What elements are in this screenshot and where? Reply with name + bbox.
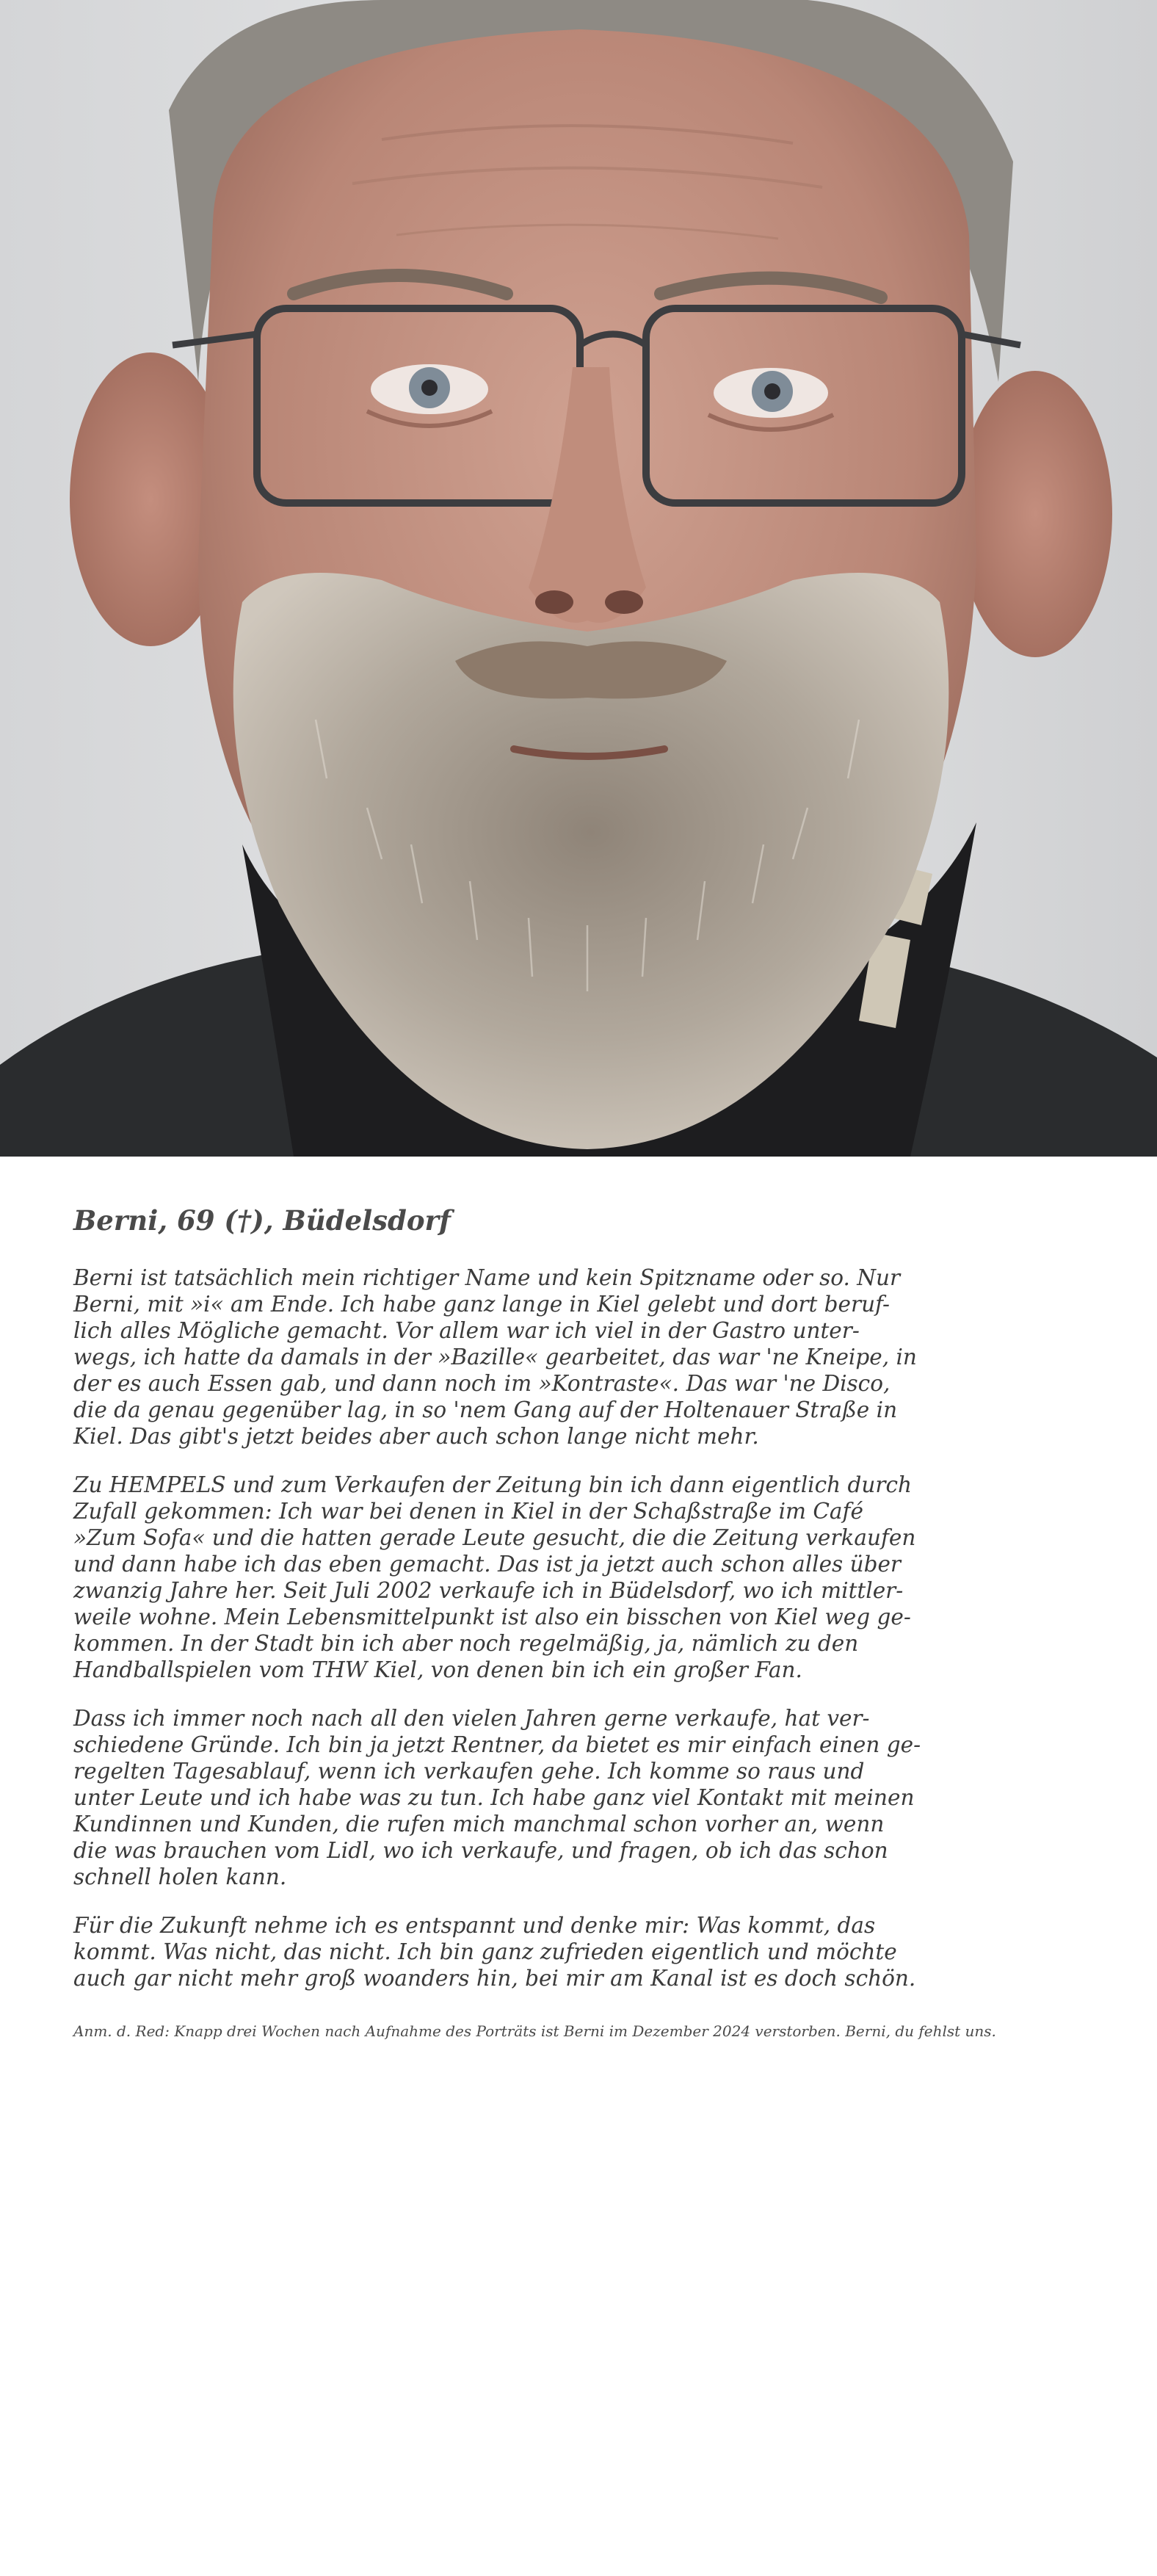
portrait-photo [0,0,1157,1157]
paragraph-4: Für die Zukunft nehme ich es entspannt und denke mir: Was kommt, das kommt. Was nicht, das nicht. Ich bin ganz zufrieden eigentlich und möchte auch gar nicht mehr groß woanders hin, bei mir am Kanal ist es doch schön. [73,1913,916,1991]
editorial-note: Anm. d. Red: Knapp drei Wochen nach Aufnahme des Porträts ist Berni im Dezember 2024 verstorben. Berni, du fehlst uns. [73,2022,996,2041]
paragraph-1: Berni ist tatsächlich mein richtiger Name und kein Spitzname oder so. Nur Berni, mit »i« am Ende. Ich habe ganz lange in Kiel gelebt und dort beruf- lich alles Mögliche gemacht. Vor allem war ich viel in der Gastro unter- wegs, ich hatte da damals in der »Bazille« gearbeitet, das war 'ne Kneipe, in der es auch Essen gab, und dann noch im »Kontraste«. Das war 'ne Disco, die da genau gegenüber lag, in so 'nem Gang auf der Holtenauer Straße in Kiel. Das gibt's jetzt beides aber auch schon lange nicht mehr. [73,1265,917,1450]
article [73,1204,1087,2040]
paragraph-3: Dass ich immer noch nach all den vielen Jahren gerne verkaufe, hat ver- schiedene Gründe. Ich bin ja jetzt Rentner, da bietet es mir einfach einen ge- regelten Tagesablauf, wenn ich verkaufen gehe. Ich komme so raus und unter Leute und ich habe was zu tun. Ich habe ganz viel Kontakt mit meinen Kundinnen und Kunden, die rufen mich manchmal schon vorher an, wenn die was brauchen vom Lidl, wo ich verkaufe, und fragen, ob ich das schon schnell holen kann. [73,1706,921,1890]
article-title: Berni, 69 (†), Büdelsdorf [73,1204,451,1237]
paragraph-2: Zu HEMPELS und zum Verkaufen der Zeitung bin ich dann eigentlich durch Zufall gekommen: Ich war bei denen in Kiel in der Schaßstraße im Café »Zum Sofa« und die hatten gerade Leute gesucht, die die Zeitung verkaufen und dann habe ich das eben gemacht. Das ist ja jetzt auch schon alles über zwanzig Jahre her. Seit Juli 2002 verkaufe ich in Büdelsdorf, wo ich mittler- weile wohne. Mein Lebensmittelpunkt ist also ein bisschen von Kiel weg ge- kommen. In der Stadt bin ich aber noch regelmäßig, ja, nämlich zu den Handballspielen vom THW Kiel, von denen bin ich ein großer Fan. [73,1472,916,1683]
portrait-illustration [0,0,1157,1157]
